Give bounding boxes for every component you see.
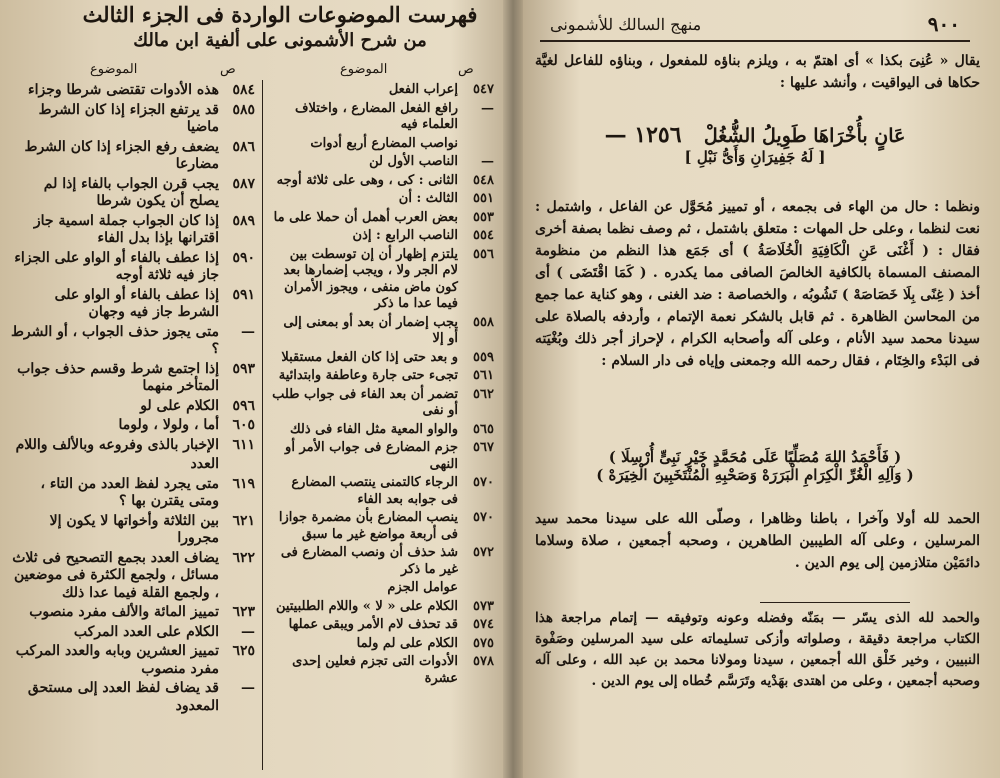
entry-topic: يجب قرن الجواب بالفاء إذا لم يصلح أن يكون شرطا — [43, 175, 219, 209]
entry-topic: قد تحذف لام الأمر ويبقى عملها — [288, 617, 458, 632]
entry-page-number: ٥٧٣ — [473, 598, 494, 614]
entry-topic: يضعف رفع الجزاء إذا كان الشرط مضارعا — [24, 138, 219, 172]
closing-verse-2: ( وَآلِهِ الْغُرِّ الْكِرَامِ الْبَرَرَهْ وَصَحْبِهِ الْمُنْتَخَبِينَ الْخِيَرَهْ ) — [596, 466, 914, 484]
entry-topic: عوامل الجزم — [387, 580, 458, 595]
index-entry — [10, 624, 255, 642]
entry-page-number: ٥٩٠ — [232, 249, 255, 266]
entry-page-number: — — [241, 323, 255, 340]
index-entry — [272, 82, 494, 99]
index-entry — [272, 636, 494, 653]
entry-page-number: ٥٧٥ — [473, 635, 494, 651]
index-entry — [272, 101, 494, 134]
col-head-page-left: ص — [220, 62, 236, 77]
entry-topic: الكلام على لم ولما — [356, 635, 458, 651]
entry-topic: الناصب الأول لن — [369, 154, 458, 169]
col-head-topic-left: الموضوع — [90, 62, 138, 77]
verse-number: ١٢٥٦ — — [604, 122, 682, 148]
entry-page-number: — — [481, 100, 494, 116]
entry-page-number: — — [481, 154, 494, 169]
entry-page-number: ٥٥٩ — [473, 349, 494, 365]
index-entry — [272, 350, 494, 367]
entry-page-number: ٥٦٧ — [473, 440, 494, 455]
closing-verses — [540, 448, 970, 484]
entry-page-number: — — [241, 680, 255, 696]
index-entry — [10, 476, 255, 511]
entry-topic: إذا اجتمع شرط وقسم حذف جواب المتأخر منهما — [17, 360, 219, 394]
index-entry — [272, 422, 494, 439]
verse-text: عَانٍ بأُخْرَاهَا طَوِيلُ الشُّغُلْ — [703, 125, 906, 147]
index-column-right — [272, 82, 494, 689]
entry-page-number: ٥٧٠ — [473, 510, 494, 525]
entry-topic: الكلام على العدد المركب — [73, 623, 219, 640]
entry-topic: تمييز العشرين وبابه والعدد المركب مفرد منصوب — [15, 643, 219, 677]
index-entry — [10, 604, 255, 622]
index-entry — [272, 599, 494, 616]
entry-topic: يضاف العدد بجمع التصحيح فى ثلاث مسائل ، ولجمع الكثرة فى موضعين ، ولجمع القلة فيما عدا ذلك — [12, 549, 219, 601]
col-head-topic-right: الموضوع — [340, 62, 388, 77]
index-entry — [272, 580, 494, 597]
entry-page-number: ٦٠٥ — [232, 417, 255, 433]
page-header — [550, 12, 960, 36]
entry-topic: قد يرتفع الجزاء إذا كان الشرط ماضيا — [38, 101, 219, 135]
entry-topic: الثالث : أن — [398, 191, 458, 206]
entry-page-number: ٦٢٥ — [232, 643, 255, 659]
index-entry — [272, 210, 494, 227]
entry-topic: ينصب المضارع بأن مضمرة جوازا فى أربعة مواضع غير ما سبق — [278, 510, 458, 542]
header-rule — [540, 40, 970, 42]
index-entry — [272, 154, 494, 171]
entry-page-number: ٥٩٣ — [232, 360, 255, 377]
index-entry — [272, 191, 494, 208]
entry-page-number: ٥٥٨ — [473, 314, 494, 330]
entry-page-number: ٥٧٠ — [473, 475, 494, 490]
entry-page-number: — — [241, 623, 255, 640]
entry-page-number: ٦١١ — [232, 436, 255, 453]
entry-page-number: ٥٧٢ — [473, 545, 494, 560]
index-entry — [272, 510, 494, 543]
entry-topic: الإخبار بالذى وفروعه وبالألف واللام — [15, 436, 219, 453]
index-title: فهرست الموضوعات الواردة فى الجزء الثالث — [82, 2, 478, 27]
entry-topic: متى يجرد لفظ العدد من التاء ، ومتى يقترن بها ؟ — [40, 475, 219, 509]
entry-page-number: ٥٥١ — [473, 191, 494, 206]
entry-page-number: ٥٧٨ — [473, 654, 494, 669]
entry-page-number: ٥٩٦ — [232, 397, 255, 414]
entry-page-number: ٥٨٤ — [232, 82, 255, 98]
entry-topic: تمييز المائة والألف مفرد منصوب — [29, 604, 219, 620]
entry-topic: رافع الفعل المضارع ، واختلاف العلماء فيه — [294, 100, 458, 132]
entry-page-number: ٦٢٢ — [232, 549, 255, 566]
paragraph-1: يقال « عُنِىَ بكذا » أى اهتمّ به ، ويلزم بناؤه للمفعول ، وبناؤه للفاعل لغيَّة حكاها فى اليواقيت ، وأنشد عليها : — [535, 53, 980, 91]
paragraph-2: ونظما : حال من الهاء فى بجمعه ، أو تمييز مُحَوَّل عن الفاعل ، واشتمل : نعت لنظما ، وعلى حل المهات : متعلق باشتمل ، ثم وصف نظما بصفة أخرى فقال : ( أَغْنَى عَنِ الْكَافِيَةِ الْخُلَاصَةُ ) أى جَمَع هذا النظم من منظومة المصنف المسماة بالكافية الخالصَ الصافى مما يكدره . ( كَمَا اقْتَضَى ) أى أخذ ( غِنًى بِلَا خَصَاصَهْ ) تَشُوبُه ، والخصاصة : ضد الغنى ، وهو كناية عما جمع من المحاسن الظاهرة . ثم قابل بالشكر نعمة الإتمام ، وأردفه بالصلاة على سيدنا محمد سيد الأنام ، وعلى آله وأصحابه الكرام ، لإحراز أجر ذلك وبُغْيَته فى البَدْء والخِتَام ، فقال رحمه الله وجمعنى وإياه فى دار السلام : — [535, 199, 980, 369]
entry-page-number: ٥٨٥ — [232, 101, 255, 118]
entry-topic: يجب إضمار أن بعد أو بمعنى إلى أو إلا — [283, 314, 458, 346]
entry-page-number: ٥٨٩ — [232, 212, 255, 229]
index-entry — [272, 173, 494, 190]
entry-topic: و بعد حتى إذا كان الفعل مستقبلا — [281, 349, 458, 365]
column-divider — [262, 80, 263, 770]
entry-page-number: ٥٩١ — [232, 286, 255, 303]
entry-topic: إعراب الفعل — [388, 82, 458, 97]
entry-topic: الرجاء كالتمنى ينتصب المضارع فى جوابه بعد الفاء — [291, 475, 458, 507]
index-entry — [10, 287, 255, 322]
index-entry — [272, 387, 494, 420]
footnote-rule — [760, 602, 910, 603]
entry-page-number: ٥٦٢ — [473, 386, 494, 402]
entry-page-number: ٦١٩ — [232, 475, 255, 492]
index-entry — [272, 368, 494, 385]
entry-topic: بين الثلاثة وأخواتها لا يكون إلا مجرورا — [49, 512, 219, 546]
entry-topic: إذا عطف بالفاء أو الواو على الشرط جاز فيه وجهان — [54, 286, 219, 320]
entry-topic: الكلام على لو — [140, 397, 219, 414]
entry-topic: الكلام على « لا » واللام الطلبيتين — [275, 598, 458, 614]
index-entry — [272, 228, 494, 245]
index-column-left — [10, 82, 255, 717]
entry-page-number: ٥٨٧ — [232, 175, 255, 192]
col-head-page-right: ص — [458, 62, 474, 77]
index-entry — [10, 213, 255, 248]
index-entry — [10, 82, 255, 100]
entry-topic: إذا كان الجواب جملة اسمية جاز اقترانها بإذا بدل الفاء — [33, 212, 219, 246]
index-entry — [10, 437, 255, 455]
index-entry — [10, 550, 255, 603]
entry-topic: شذ حذف أن ونصب المضارع فى غير ما ذكر — [280, 545, 458, 577]
index-entry — [272, 654, 494, 687]
index-subtitle: من شرح الأشمونى على ألفية ابن مالك — [133, 30, 427, 51]
entry-page-number: ٥٦١ — [473, 368, 494, 383]
index-entry — [272, 475, 494, 508]
entry-page-number: ٥٥٦ — [473, 246, 494, 262]
entry-topic: قد يضاف لفظ العدد إلى مستحق المعدود — [27, 680, 219, 714]
entry-page-number: ٥٥٣ — [473, 209, 494, 225]
index-entry — [10, 176, 255, 211]
entry-page-number: ٥٦٥ — [473, 421, 494, 437]
entry-page-number: ٥٨٦ — [232, 138, 255, 155]
index-entry — [272, 617, 494, 634]
entry-page-number: ٦٢١ — [232, 512, 255, 529]
index-entry — [10, 456, 255, 474]
index-entry — [10, 139, 255, 174]
entry-page-number: ٥٤٧ — [473, 82, 494, 97]
page-number: ٩٠٠ — [927, 12, 960, 36]
footnote: والحمد لله الذى يسّر — بمَنّه وفضله وعونه وتوفيقه — إتمام مراجعة هذا الكتاب مراجعة دقيقة ، وصلواته وأزكى تسليماته على سيد المرسلين وصَفْوة النبيين ، وخير خَلْق الله أجمعين ، سيدنا ومولانا محمد بن عبد الله ، وعلى آله وصحبه أجمعين ، وعلى من اهتدى بهَدْيه وتَرَسَّم خُطاه إلى يوم الدين . — [535, 610, 980, 689]
entry-topic: يلتزم إظهار أن إن توسطت بين لام الجر ولا ، ويجب إضمارها بعد كون ماض منفى ، ويجوز الأمران فيما عدا ما ذكر — [283, 246, 458, 311]
entry-topic: الأدوات التى تجزم فعلين إحدى عشرة — [292, 654, 458, 686]
entry-topic: بعض العرب أهمل أن حملا على ما — [273, 209, 458, 225]
index-entry — [10, 398, 255, 416]
entry-page-number: ٥٧٤ — [473, 617, 494, 632]
entry-topic: أما ، ولولا ، ولوما — [118, 417, 219, 433]
entry-topic: تضمر أن بعد الفاء فى جواب طلب أو نفى — [272, 386, 458, 418]
entry-topic: هذه الأدوات تقتضى شرطا وجزاء — [28, 82, 219, 98]
entry-topic: إذا عطف بالفاء أو الواو على الجزاء جاز فيه ثلاثة أوجه — [14, 249, 219, 283]
entry-topic: الناصب الرابع : إذن — [352, 228, 458, 243]
index-entry — [272, 315, 494, 348]
entry-topic: تجىء حتى جارة وعاطفة وابتدائية — [278, 368, 458, 383]
verse-bracket: [ لَهُ جَفِيرَانِ وَأَىُّ نَبْلِ ] — [684, 148, 826, 166]
index-entry — [10, 643, 255, 678]
index-entry — [272, 440, 494, 473]
entry-topic: نواصب المضارع أربع أدوات — [310, 135, 458, 151]
entry-page-number: ٥٤٨ — [473, 172, 494, 188]
entry-page-number: ٦٢٣ — [232, 604, 255, 620]
index-entry — [10, 361, 255, 396]
index-entry — [10, 102, 255, 137]
entry-topic: والواو المعية مثل الفاء فى ذلك — [289, 421, 458, 437]
entry-topic: جزم المضارع فى جواب الأمر أو النهى — [285, 440, 458, 472]
index-entry — [10, 680, 255, 715]
entry-topic: متى يجوز حذف الجواب ، أو الشرط ؟ — [10, 323, 219, 357]
paragraph-3: الحمد لله أولا وآخرا ، باطنا وظاهرا ، وصلّى الله على سيدنا محمد سيد المرسلين ، وعلى آله الطيبين الطاهرين ، وصحبه أجمعين ، صلاة وسلاما دائمَيْن متلازمين إلى يوم الدين . — [535, 511, 980, 571]
index-entry — [10, 513, 255, 548]
running-head: منهج السالك للأشمونى — [550, 14, 702, 34]
index-entry — [10, 250, 255, 285]
closing-verse-1: ( فَأَحْمَدُ اللهَ مُصَلِّيًا عَلَى مُحَمَّدٍ خَيْرِ نَبِىٍّ أُرْسِلَا ) — [608, 448, 902, 466]
index-entry — [10, 324, 255, 359]
entry-topic: الثانى : كى ، وهى على ثلاثة أوجه — [276, 172, 458, 188]
verse-1256 — [540, 122, 970, 166]
index-entry — [10, 417, 255, 435]
index-entry — [272, 247, 494, 313]
entry-topic: العدد — [190, 456, 219, 472]
index-entry — [272, 136, 494, 153]
text-page — [520, 0, 1000, 778]
entry-page-number: ٥٥٤ — [473, 228, 494, 243]
index-entry — [272, 545, 494, 578]
